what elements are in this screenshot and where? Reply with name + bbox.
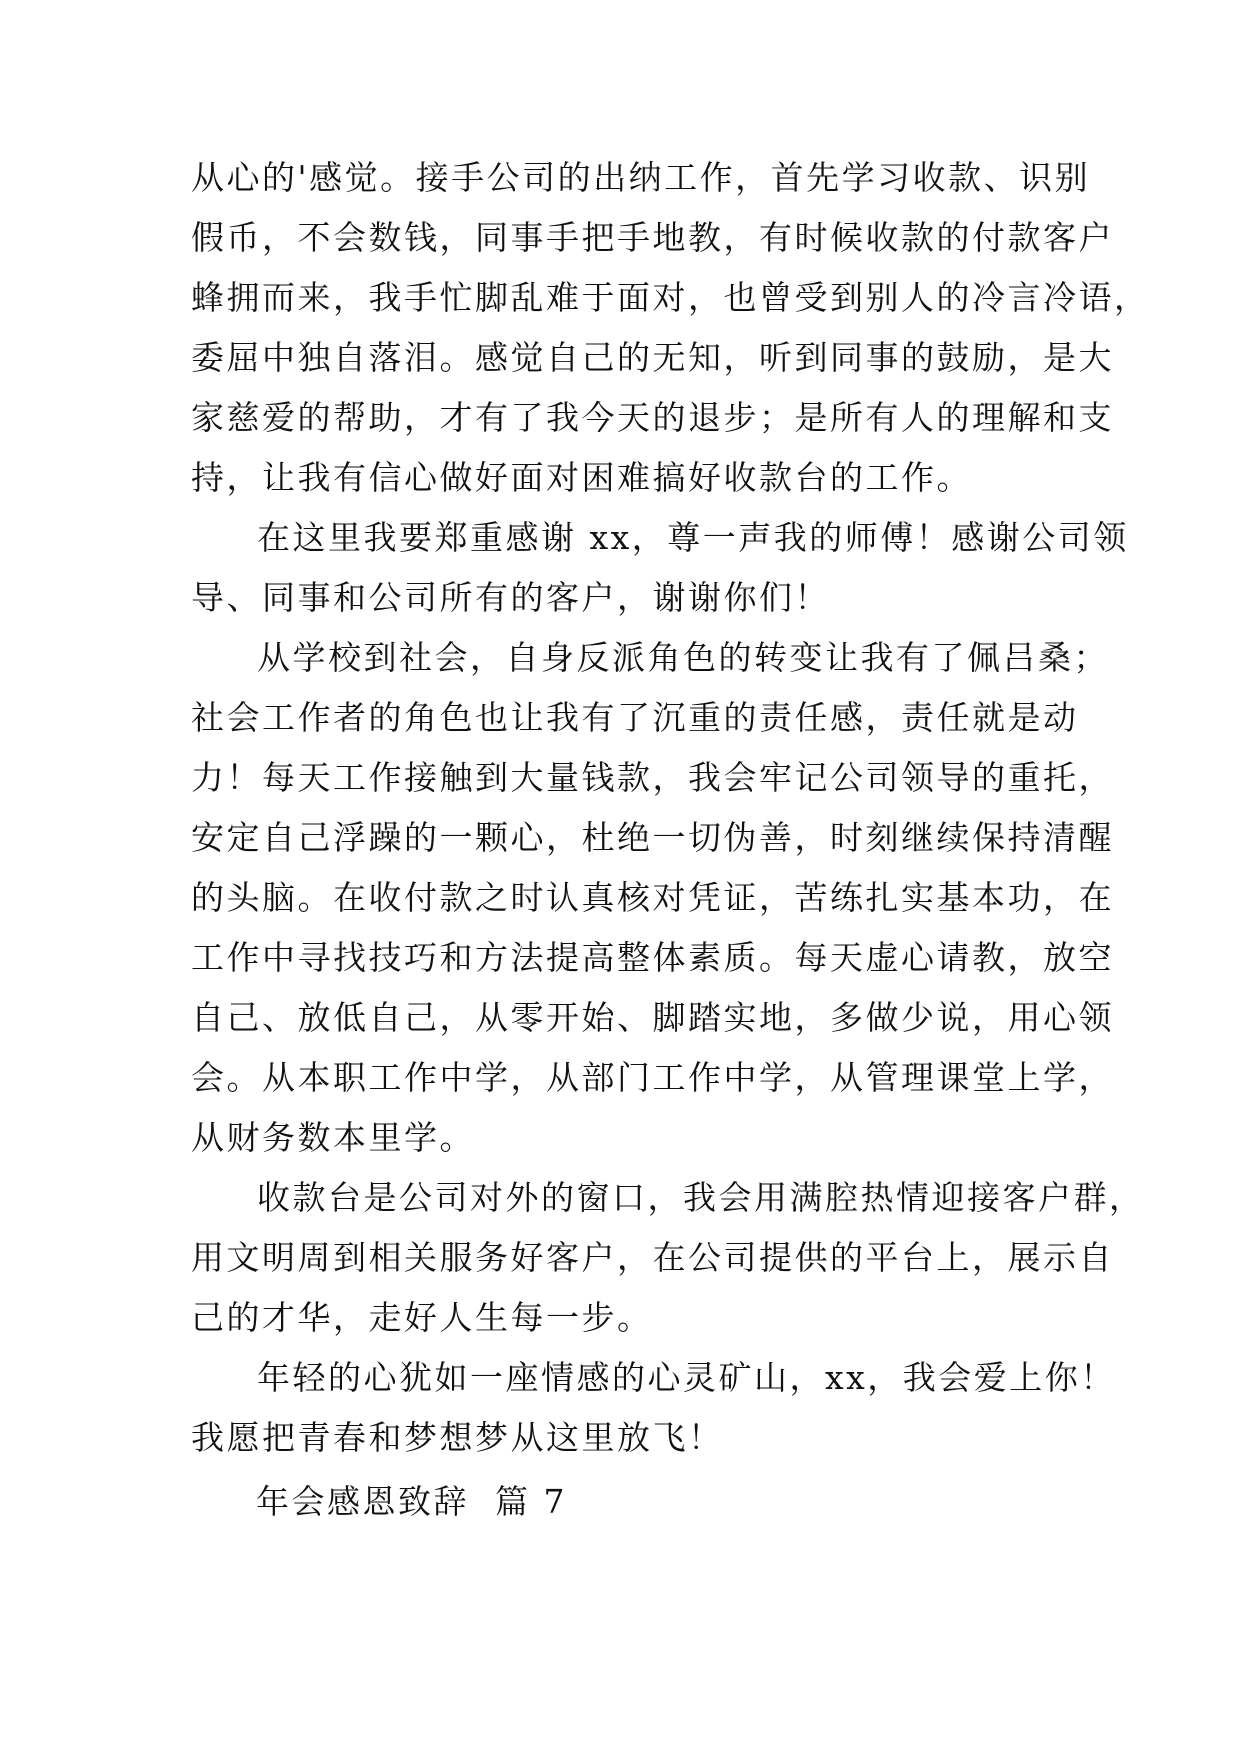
paragraph-line: 家慈爱的帮助，才有了我今天的退步；是所有人的理解和支 [191, 398, 1114, 437]
paragraph-line: 收款台是公司对外的窗口，我会用满腔热情迎接客户群， [257, 1178, 1145, 1217]
paragraph-line: 蜂拥而来，我手忙脚乱难于面对，也曾受到别人的冷言冷语， [191, 278, 1150, 317]
paragraph-line: 工作中寻找技巧和方法提高整体素质。每天虚心请教，放空 [191, 938, 1114, 977]
section-heading: 年会感恩致辞 篇 7 [256, 1482, 567, 1521]
paragraph-3 [191, 628, 1114, 1168]
paragraph-line: 从财务数本里学。 [191, 1118, 475, 1157]
paragraph-line: 用文明周到相关服务好客户，在公司提供的平台上，展示自 [191, 1238, 1114, 1277]
paragraph-line: 社会工作者的角色也让我有了沉重的责任感，责任就是动 [191, 698, 1079, 737]
paragraph-line: 在这里我要郑重感谢 xx，尊一声我的师傅！感谢公司领 [257, 518, 1129, 557]
paragraph-line: 导、同事和公司所有的客户，谢谢你们！ [191, 578, 830, 617]
paragraph-line: 从学校到社会，自身反派角色的转变让我有了佩吕桑； [257, 638, 1109, 677]
paragraph-line: 从心的'感觉。接手公司的出纳工作，首先学习收款、识别 [191, 158, 1091, 197]
paragraph-line: 我愿把青春和梦想梦从这里放飞！ [191, 1418, 724, 1457]
paragraph-4 [191, 1168, 1145, 1348]
paragraph-line: 己的才华，走好人生每一步。 [191, 1298, 653, 1337]
paragraph-line: 委屈中独自落泪。感觉自己的无知，听到同事的鼓励，是大 [191, 338, 1114, 377]
paragraph-1 [191, 148, 1150, 508]
paragraph-line: 持，让我有信心做好面对困难搞好收款台的工作。 [191, 458, 972, 497]
paragraph-line: 会。从本职工作中学，从部门工作中学，从管理课堂上学， [191, 1058, 1114, 1097]
paragraph-line: 的头脑。在收付款之时认真核对凭证，苦练扎实基本功，在 [191, 878, 1114, 917]
paragraph-line: 安定自己浮躁的一颗心，杜绝一切伪善，时刻继续保持清醒 [191, 818, 1114, 857]
paragraph-line: 假币，不会数钱，同事手把手地教，有时候收款的付款客户 [191, 218, 1114, 257]
paragraph-5 [191, 1348, 1116, 1468]
paragraph-line: 自己、放低自己，从零开始、脚踏实地，多做少说，用心领 [191, 998, 1114, 1037]
paragraph-line: 年轻的心犹如一座情感的心灵矿山，xx，我会爱上你！ [257, 1358, 1116, 1397]
paragraph-line: 力！每天工作接触到大量钱款，我会牢记公司领导的重托， [191, 758, 1114, 797]
paragraph-2 [191, 508, 1129, 628]
